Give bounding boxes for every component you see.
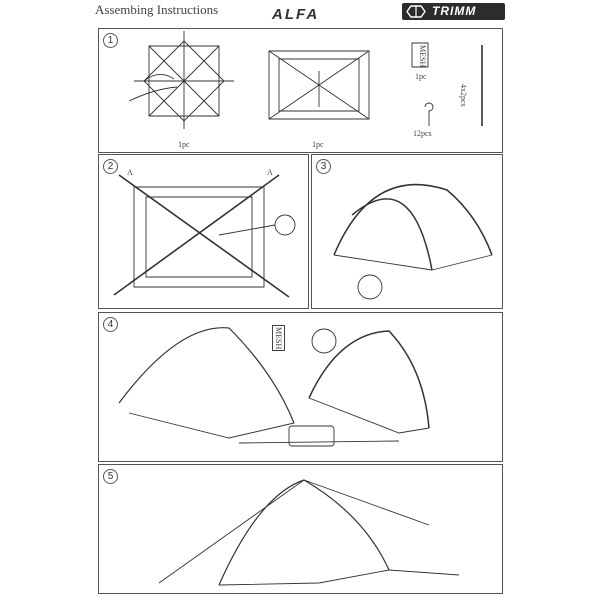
pitched-tent-outline [219, 480, 389, 585]
step-number: 3 [316, 159, 331, 174]
step-2-diagram [99, 155, 308, 308]
mesh-label: MESH [418, 45, 427, 68]
model-name: ALFA [272, 6, 320, 23]
step-4-panel [98, 312, 503, 462]
step-3-diagram [312, 155, 502, 308]
buckle-detail [289, 426, 334, 446]
pole-a [119, 175, 289, 297]
step-5-panel [98, 464, 503, 594]
peg-icon [425, 103, 433, 126]
step-number: 4 [103, 317, 118, 332]
brand-mark-icon [406, 5, 426, 18]
step-number: 5 [103, 469, 118, 484]
clip-detail [275, 215, 295, 235]
tent-floor-outline [134, 187, 264, 287]
step-4-diagram [99, 313, 502, 461]
tent-qty: 1pc [178, 140, 190, 149]
guy-line [159, 480, 304, 583]
fly-outline-left [119, 328, 294, 423]
corner-a-right: A [267, 168, 273, 177]
page-title: Assembing Instructions [95, 2, 219, 17]
corner-a-left: A [127, 168, 133, 177]
peg-detail [358, 275, 382, 299]
step-1-panel [98, 28, 503, 153]
mesh-label: MESH [274, 327, 283, 350]
mesh-qty: 1pc [415, 72, 427, 81]
pegs-qty: 12pcs [413, 129, 432, 138]
step-1-diagram [99, 29, 502, 152]
guy-line [304, 480, 429, 525]
step-5-diagram [99, 465, 502, 593]
brand-name: TRIMM [432, 4, 477, 18]
step-3-panel [311, 154, 503, 309]
fly-qty: 1pc [312, 140, 324, 149]
step-2-panel [98, 154, 309, 309]
clip-detail [312, 329, 336, 353]
dome-frame-right [309, 331, 429, 428]
poles-qty: 4x2pcs [459, 84, 468, 107]
step-number: 2 [103, 159, 118, 174]
step-number: 1 [103, 33, 118, 48]
dome-pole-1 [334, 185, 492, 255]
brand-logo [402, 3, 505, 20]
